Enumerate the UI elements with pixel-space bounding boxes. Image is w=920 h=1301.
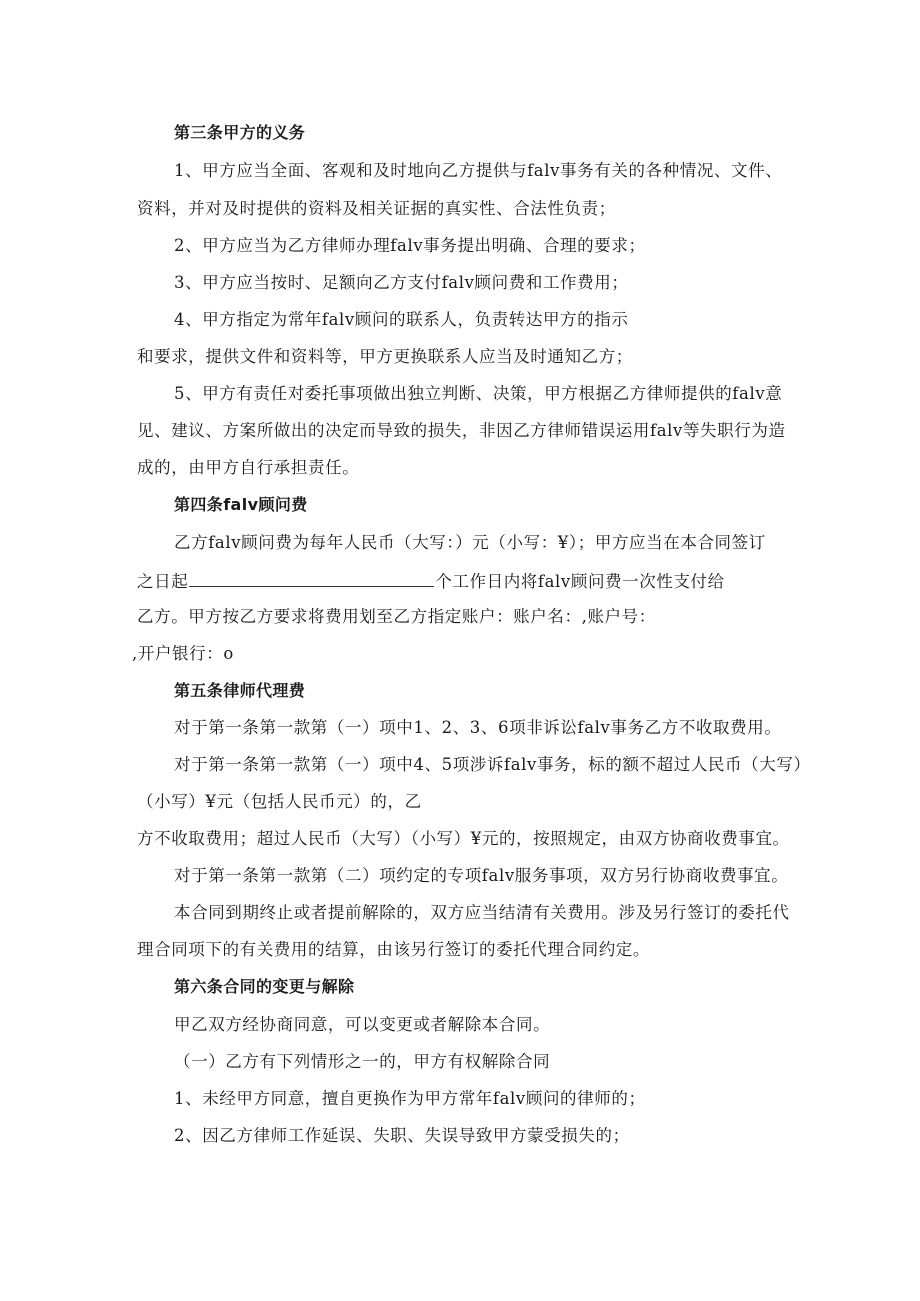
article-3-paragraph-5-line-3: 成的，由甲方自行承担责任。 — [137, 458, 360, 477]
article-5-paragraph-2-line-3: 方不收取费用；超过人民币（大写）（小写）¥元的，按照规定，由双方协商收费事宜。 — [137, 829, 790, 848]
article-4-heading: 第四条falv顾问费 — [174, 495, 308, 514]
article-5-paragraph-1: 对于第一条第一款第（一）项中1、2、3、6项非诉讼falv事务乙方不收取费用。 — [174, 718, 782, 737]
article-5-paragraph-4-line-1: 本合同到期终止或者提前解除的，双方应当结清有关费用。涉及另行签订的委托代 — [174, 903, 790, 922]
fill-in-blank-line — [189, 568, 434, 587]
article-6-heading: 第六条合同的变更与解除 — [174, 977, 355, 996]
article-5-paragraph-4-line-2: 理合同项下的有关费用的结算，由该另行签订的委托代理合同约定。 — [137, 940, 650, 959]
article-3-paragraph-4-line-1: 4、甲方指定为常年falv顾问的联系人，负责转达甲方的指示 — [174, 310, 629, 329]
article-4-paragraph-1-line-1: 乙方falv顾问费为每年人民币（大写：）元（小写：¥）；甲方应当在本合同签订 — [174, 533, 766, 552]
article-5-heading: 第五条律师代理费 — [174, 681, 306, 700]
article-6-paragraph-1: 甲乙双方经协商同意，可以变更或者解除本合同。 — [174, 1015, 551, 1034]
article-6-paragraph-4: 2、因乙方律师工作延误、失职、失误导致甲方蒙受损失的； — [174, 1126, 630, 1145]
article-3-paragraph-5-line-1: 5、甲方有责任对委托事项做出独立判断、决策，甲方根据乙方律师提供的falv意 — [174, 384, 783, 403]
article-5-paragraph-3: 对于第一条第一款第（二）项约定的专项falv服务事项，双方另行协商收费事宜。 — [174, 866, 789, 885]
article-3-heading: 第三条甲方的义务 — [174, 123, 306, 142]
article-4-paragraph-1-line-4: ,开户银行：o — [132, 644, 234, 663]
article-3-paragraph-1-line-2: 资料，并对及时提供的资料及相关证据的真实性、合法性负责； — [137, 199, 616, 218]
article-3-paragraph-1-line-1: 1、甲方应当全面、客观和及时地向乙方提供与falv事务有关的各种情况、文件、 — [174, 161, 783, 180]
article-3-paragraph-5-line-2: 见、建议、方案所做出的决定而导致的损失，非因乙方律师错误运用falv等失职行为造 — [137, 421, 786, 440]
article-3-paragraph-3: 3、甲方应当按时、足额向乙方支付falv顾问费和工作费用； — [174, 273, 629, 292]
article-4-paragraph-1-line-3: 乙方。甲方按乙方要求将费用划至乙方指定账户：账户名：,账户号： — [137, 607, 656, 626]
article-4-paragraph-1-line-2-end: 个工作日内将falv顾问费一次性支付给 — [435, 572, 725, 591]
article-4-paragraph-1-line-2 — [137, 568, 725, 594]
article-5-paragraph-2-line-1: 对于第一条第一款第（一）项中4、5项涉诉falv事务，标的额不超过人民币（大写） — [174, 755, 811, 774]
article-6-paragraph-3: 1、未经甲方同意，擅自更换作为甲方常年falv顾问的律师的； — [174, 1089, 646, 1108]
article-3-paragraph-4-line-2: 和要求，提供文件和资料等，甲方更换联系人应当及时通知乙方； — [137, 347, 633, 366]
article-5-paragraph-2-line-2: （小写）¥元（包括人民币元）的，乙 — [137, 792, 422, 811]
article-3-paragraph-2: 2、甲方应当为乙方律师办理falv事务提出明确、合理的要求； — [174, 236, 646, 255]
article-6-paragraph-2: （一）乙方有下列情形之一的，甲方有权解除合同 — [174, 1052, 551, 1071]
article-4-paragraph-1-line-2-start: 之日起 — [137, 572, 189, 591]
